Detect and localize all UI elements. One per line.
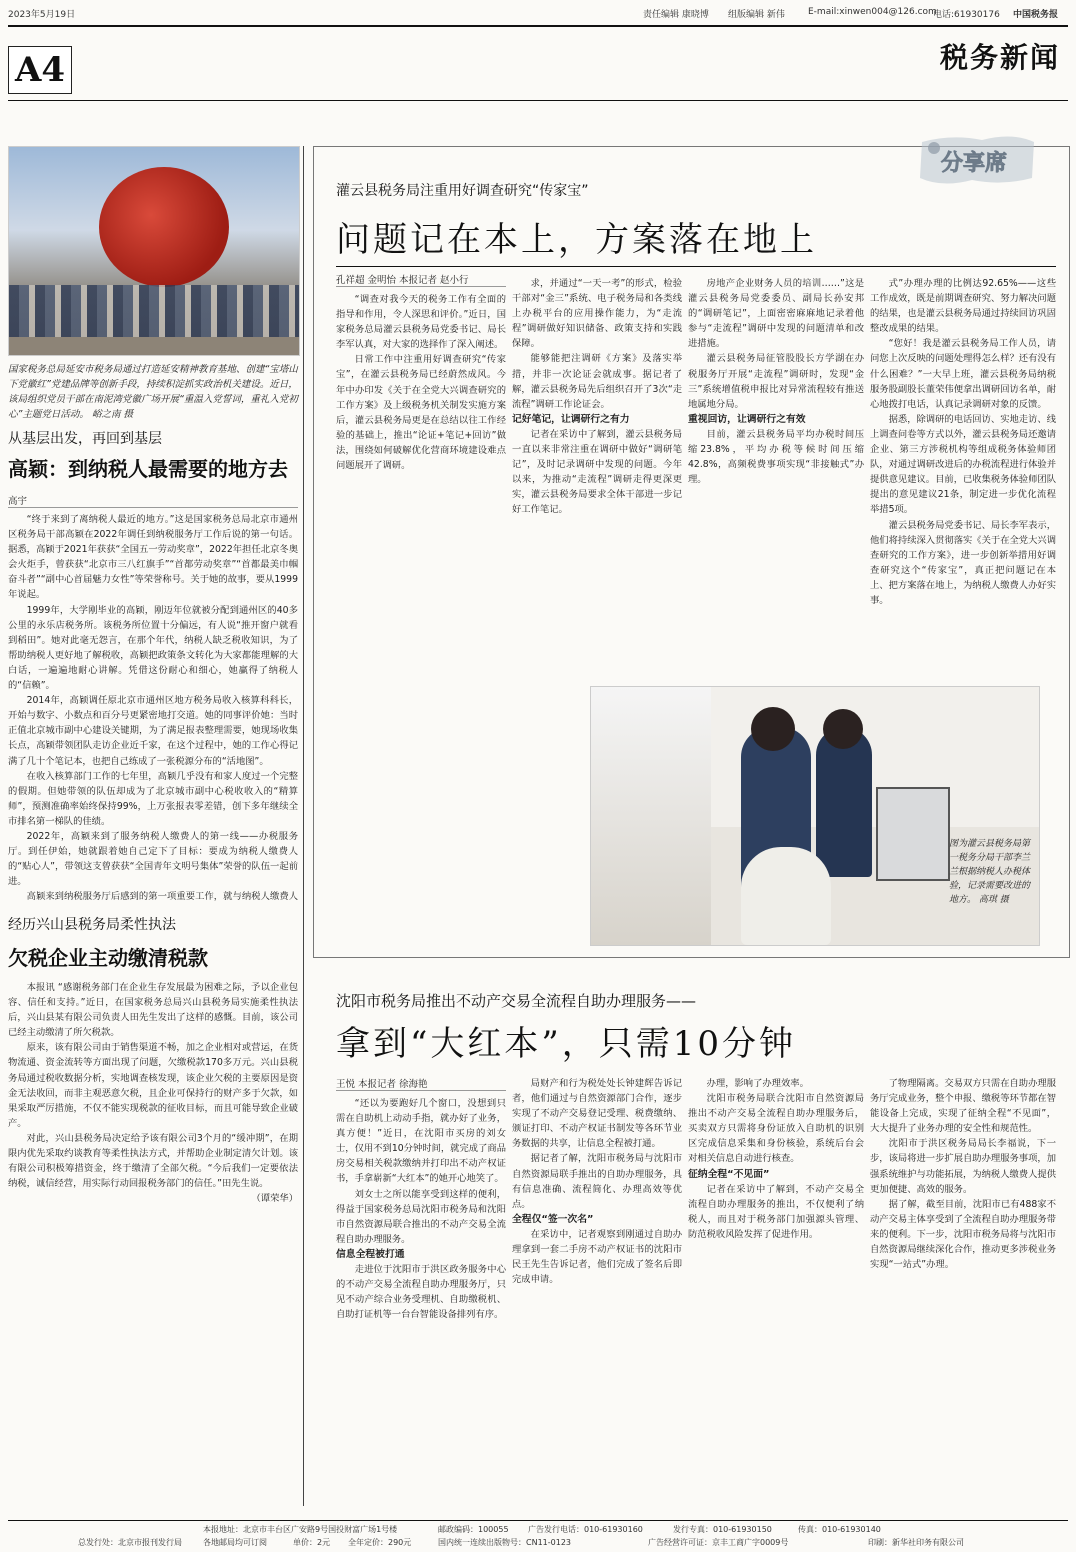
window-bg — [591, 687, 711, 945]
feature-col2 — [512, 276, 682, 676]
footer-ad-license: 广告经营许可证：京丰工商广字0009号 — [648, 1538, 789, 1547]
paragraph: 高颖来到纳税服务厅后感到的第一项重要工作，就与纳税人缴费人 — [26, 891, 298, 903]
column-divider — [303, 146, 304, 1506]
paragraph: 在收入核算部门工作的七年里，高颖几乎没有和家人度过一个完整的假期。但她带领的队伍却成为了北京城市副中心税收收入的“精算师”，预测准确率始终保持99%，上万张报表零差错，创下多年继续全市排名第一梯队的佳绩。 — [8, 770, 298, 827]
paragraph: “调查对我今天的税务工作有全面的指导和作用，令人深思和评价。”近日，国家税务总局灌云县税务局党委书记、局长李军认真，对大家的选择作了深入阐述。 — [336, 294, 506, 351]
share-badge — [912, 132, 1042, 188]
photo2-caption: 图为灌云县税务局第一税务分局干部李兰兰根据纳税人办税体验，记录需要改进的地方。 高琪 摄 — [949, 839, 1031, 905]
subhead: 重视回访，让调研行之有效 — [688, 413, 806, 425]
page-header — [8, 5, 1068, 21]
paragraph: 据记者了解，沈阳市税务局与沈阳市自然资源局联手推出的自助办理服务，具有信息准确、流程简化、办理高效等优点。 — [512, 1153, 682, 1210]
paragraph: 日常工作中注重用好调查研究“传家宝”，在灌云县税务局已经蔚然成风。今年中办印发《关于在全党大兴调查研究的工作方案》及上级税务机关制发实施方案后，灌云县税务局更是在总结以往工作经验的基础上，推出“论证+笔记+回访”做法，围绕如何破解优化营商环境建设难点问题展开了调研。 — [336, 354, 506, 472]
paragraph: 走进位于沈阳市于洪区政务服务中心的不动产交易全流程自助办理服务厅，只见不动产综合业务受理机、自助缴税机、自助打证机等一台台智能设备排列有序。 — [336, 1264, 506, 1321]
story3-kicker: 沈阳市税务局推出不动产交易全流程自助办理服务—— — [336, 992, 697, 1010]
feature-rule — [336, 266, 1056, 267]
paragraph: “终于来到了离纳税人最近的地方。”这是国家税务总局北京市通州区税务局干部高颖在2022年调任到纳税服务厅工作后说的第一句话。据悉，高颖于2021年获获“全国五一劳动奖章”，2022年担任北京冬奥会火炬手，曾获获“北京市三八红旗手”“首都劳动奖章”“首都最美巾帼奋斗者”“副中心首届魅力女性”等荣誉称号。关于她的故事，要从1999年说起。 — [8, 514, 298, 601]
paragraph: 沈阳市税务局联合沈阳市自然资源局推出不动产交易全流程自助办理服务后，买卖双方只需将身份证放入自助机的识别区完成信息采集和身份核验，系统后台会对相关信息自动进行核查。 — [688, 1093, 864, 1165]
story3-col4 — [870, 1076, 1056, 1506]
party-day-photo — [8, 146, 300, 356]
paragraph: 能够能把注调研《方案》及落实举措，并非一次论证会就成事。据记者了解，灌云县税务局先后组织召开了3次“走流程”调研工作论证会。 — [512, 353, 682, 410]
paragraph: 原来，该有限公司由于销售渠道不畅，加之企业相对或营运，在货物流通、资金流转等方面出现了问题，欠缴税款170多万元。兴山县税务局通过税收数据分析，实地调查核发现，该企业欠税的主要原因是资金无法收回，而非主观恶意欠税，且企业可保持行的财产多于欠款，如果采取严厉措施，不仅不能实现税款的征收目标，而且可能导致企业破产。 — [8, 1042, 298, 1129]
badge-graphic — [912, 132, 1042, 188]
paragraph: 房地产企业财务人员的培训……”这是灌云县税务局党委委员、副局长孙安邦的“调研笔记”，上面密密麻麻地记录着他参与“走流程”调研中发现的问题清单和改进措施。 — [688, 278, 864, 350]
story3-col3 — [688, 1076, 864, 1506]
paragraph: 对此，兴山县税务局决定给予该有限公司3个月的“缓冲期”，在期限内优先采取约谈教育等柔性执法方式，并帮助企业制定清欠计划。该有限公司积极筹措资金，终于缴清了全部欠税。“今后我们一定要依法纳税，诚信经营，用实际行动回报税务部门的信任。”田先生说。 — [8, 1132, 298, 1190]
contact-email: E-mail:xinwen004@126.com — [808, 7, 937, 17]
paragraph: 沈阳市于洪区税务局局长李福说，下一步，该局将进一步扩展自助办理服务事项，加强系统维护与功能拓展，为纳税人缴费人提供更加便捷、高效的服务。 — [870, 1138, 1056, 1195]
paragraph: 本报讯 “感谢税务部门在企业生存发展最为困难之际，予以企业包容、信任和支持。”近日，在国家税务总局兴山县税务局实施柔性执法后，兴山县某有限公司负责人田先生发出了这样的感慨。目前，该公司已经主动缴清了所欠税款。 — [8, 982, 298, 1039]
paragraph: 刘女士之所以能享受到这样的便利，得益于国家税务总局沈阳市税务局和沈阳市自然资源局联合推出的不动产交易全流程自助办理服务。 — [336, 1188, 506, 1245]
photo-caption: 国家税务总局延安市税务局通过打造延安精神教育基地、创建“宝塔山下党徽红”党建品牌等创新手段，持续积淀抓实政治机关建设。近日，该局组织党员干部在南泥湾党徽广场开展“重温入党誓词，重礼入党初心”主题党日活动。 峪之南 摄 — [8, 364, 298, 420]
story2-signature: （谭荣华） — [251, 1193, 298, 1205]
footer-address: 本报地址：北京市丰台区广安路9号国投财富广场1号楼 — [203, 1525, 398, 1534]
story2-body — [8, 980, 298, 1490]
paragraph: 局财产和行为税处处长钟建辉告诉记者，他们通过与自然资源部门合作，逐步实现了不动产交易登记受理、税费缴纳、颁证打印、不动产权证书制发等各环节业务数据的共享，让信息全程被打通。 — [512, 1078, 682, 1150]
tax-office-photo — [590, 686, 1040, 946]
badge-label: 分享席 — [940, 151, 1008, 176]
editor-credit: 责任编辑 康晓博 — [643, 10, 709, 20]
footer-serial: 国内统一连续出版物号：CN11-0123 — [438, 1538, 571, 1547]
paragraph: 目前，灌云县税务局平均办税时间压缩23.8%，平均办税等候时间压缩42.8%，高频税费事项实现“非接触式”办理。 — [688, 428, 864, 486]
story3-headline: 拿到“大红本”，只需10分钟 — [336, 1024, 797, 1064]
story3-col2 — [512, 1076, 682, 1506]
contact-phone: 电话:61930176 — [933, 10, 1000, 20]
footer-adphone: 广告发行电话：010-61930160 — [528, 1525, 643, 1534]
paragraph: “还以为要跑好几个窗口，没想到只需在自助机上动动手指，就办好了业务，真方便！”近日，在沈阳市买房的刘女士，仅用不到10分钟时间，就完成了商品房交易相关税款缴纳并打印出不动产权证书，手拿崭新“大红本”的她开心地笑了。 — [336, 1098, 506, 1185]
paragraph: 记者在采访中了解到，不动产交易全流程自助办理服务的推出，不仅便利了纳税人，而且对于税务部门加强源头管理、防范税收风险发挥了促进作用。 — [688, 1183, 864, 1240]
paragraph: 2022年，高颖来到了服务纳税人缴费人的第一线——办税服务厅。到任伊始，她就跟着她自己定下了目标：要成为纳税人缴费人的“贴心人”，带领这支曾获获“全国青年文明号集体”荣誉的队伍一起前进。 — [8, 830, 298, 888]
footer-subscribe: 各地邮局均可订阅 — [203, 1538, 267, 1547]
paragraph: 式”办理办理的比例达92.65%——这些工作成效，既是前期调查研究、努力解决问题的结果，也是灌云县税务局通过持续回访巩固整改成果的结果。 — [870, 278, 1056, 335]
feature-col4 — [870, 276, 1056, 676]
footer-fax: 发行专真：010-61930150 — [673, 1525, 772, 1534]
party-emblem-sculpture — [99, 167, 229, 287]
issue-date: 2023年5月19日 — [8, 10, 76, 20]
paragraph: 记者在采访中了解到，灌云县税务局一直以来非常注重在调研中做好“调研笔记”，及时记录调研中发现的问题。今年以来，为推动“走流程”调研走得更深更实，灌云县税务局要求全体干部进一步记好工作笔记。 — [512, 428, 682, 516]
feature-kicker: 灌云县税务局注重用好调查研究“传家宝” — [336, 183, 589, 199]
paragraph: 在采访中，记者观察到刚通过自助办理拿到一套二手房不动产权证书的沈阳市民王先生告诉记者，他们完成了签名后即完成申请。 — [512, 1228, 682, 1286]
kiosk-screen — [876, 787, 950, 881]
paragraph: 据了解，截至目前，沈阳市已有488家不动产交易主体享受到了全流程自助办理服务带来的便利。下一步，沈阳市税务局将与沈阳市自然资源局继续深化合作，推动更多涉税业务实现“一站式”办理。 — [870, 1198, 1056, 1271]
footer-price: 单价：2元 — [293, 1538, 331, 1547]
page-footer — [8, 1520, 1068, 1551]
footer-postcode: 邮政编码：100055 — [438, 1525, 509, 1534]
subhead: 信息全程被打通 — [336, 1248, 405, 1260]
story2-kicker: 经历兴山县税务局柔性执法 — [8, 917, 176, 933]
officer-figure-2 — [816, 727, 872, 877]
header-rule — [8, 25, 1068, 27]
page-number: A4 — [8, 46, 72, 94]
feature-headline: 问题记在本上，方案落在地上 — [336, 220, 817, 260]
paragraph: 灌云县税务局党委书记、局长李军表示，他们将持续深入贯彻落实《关于在全党大兴调查研究的工作方案》，进一步创新举措用好调查研究这个“传家宝”，真正把问题记在本上、把方案落在地上，为纳税人缴费人办好实事。 — [870, 519, 1056, 606]
masthead-rule — [8, 100, 1068, 101]
story1-headline: 高颖：到纳税人最需要的地方去 — [8, 457, 288, 481]
paragraph: 了物理隔离。交易双方只需在自助办理服务厅完成业务，整个申报、缴税等环节都在智能设备上完成，实现了征纳全程“不见面”，大大提升了业务办理的安全性和规范性。 — [870, 1078, 1056, 1135]
feature-byline: 孔祥超 金明怡 本报记者 赵小行 — [336, 272, 506, 287]
subhead: 征纳全程“不见面” — [688, 1168, 770, 1180]
story1-kicker: 从基层出发，再回到基层 — [8, 431, 162, 447]
story2-headline: 欠税企业主动缴清税款 — [8, 946, 208, 970]
paper-name: 中国税务报 — [1013, 10, 1059, 20]
paragraph: 灌云县税务局征管股股长方学湖在办税服务厅开展“走流程”调研时，发现“金三”系统增值税申报比对异常流程较有推送地属地分局。 — [688, 353, 864, 410]
story3-col1 — [336, 1096, 506, 1506]
footer-tel: 传真：010-61930140 — [798, 1525, 881, 1534]
paragraph: 1999年，大学刚毕业的高颖，刚迈年位就被分配到通州区的40多公里的永乐店税务所。该税务所位置十分偏远，有人说“推开窗户就看到稻田”。她对此毫无怨言，在那个年代，纳税人缺乏税收知识，为了帮助纳税人更好地了解税收，高颖把政策条文转化为大家都能理解的大白话，一遍遍地耐心讲解。凭借这份耐心和细心，她赢得了纳税人的“信赖”。 — [8, 604, 298, 692]
subhead: 记好笔记，让调研行之有力 — [512, 413, 630, 425]
feature-col1 — [336, 292, 506, 942]
feature-col3 — [688, 276, 864, 676]
layout-credit: 组版编辑 新伟 — [728, 10, 785, 20]
paragraph: 据悉，除调研的电话回访、实地走访、线上调查问卷等方式以外，灌云县税务局还邀请企业、第三方涉税机构等组成税务体验师团队，对通过调研改进后的办税流程进行体验并提供意见建议。目前，已收集税务体验师团队提出的意见建议21条，制定进一步优化流程举措5项。 — [870, 413, 1056, 516]
paragraph: 2014年，高颖调任原北京市通州区地方税务局收入核算科科长，开始与数字、小数点和百分号更紧密地打交道。她的同事评价她：当时正值北京城市副中心建设关键期，为了满足报表整理需要，她现场收集长点，高颖带领团队走访企业近千家，在这个过程中，她的工作心得记满了几十个笔记本，也把自己练成了一张税源分布的“活地图”。 — [8, 695, 298, 767]
paragraph: 求，并通过“一天一考”的形式，检验干部对“金三”系统、电子税务局和各类线上办税平台的应用操作能力，为“走流程”调研做好知识储备、政策支持和实践保障。 — [512, 278, 682, 350]
story3-byline: 王悦 本报记者 徐海艳 — [336, 1076, 506, 1091]
footer-printer: 印刷：新华社印务有限公司 — [868, 1538, 964, 1547]
officer-head-2 — [823, 709, 863, 749]
section-title: 税务新闻 — [939, 41, 1060, 74]
officer-head — [751, 707, 795, 751]
paragraph: 办理，影响了办理效率。 — [706, 1078, 809, 1089]
story1-body — [8, 512, 298, 906]
taxpayer-figure — [741, 847, 831, 945]
footer-annual: 全年定价：290元 — [348, 1538, 412, 1547]
story1-byline: 高宇 — [8, 493, 298, 508]
ground — [9, 337, 299, 355]
footer-distributor: 总发行处：北京市报刊发行局 — [78, 1538, 182, 1547]
subhead: 全程仅“签一次名” — [512, 1213, 594, 1225]
paragraph: “您好！我是灌云县税务局工作人员，请问您上次反映的问题处理得怎么样？还有没有什么困难？”一大早上班，灌云县税务局纳税服务股副股长董荣伟便拿出调研回访名单，耐心地拨打电话，认真记录调研对象的反馈。 — [870, 338, 1056, 410]
